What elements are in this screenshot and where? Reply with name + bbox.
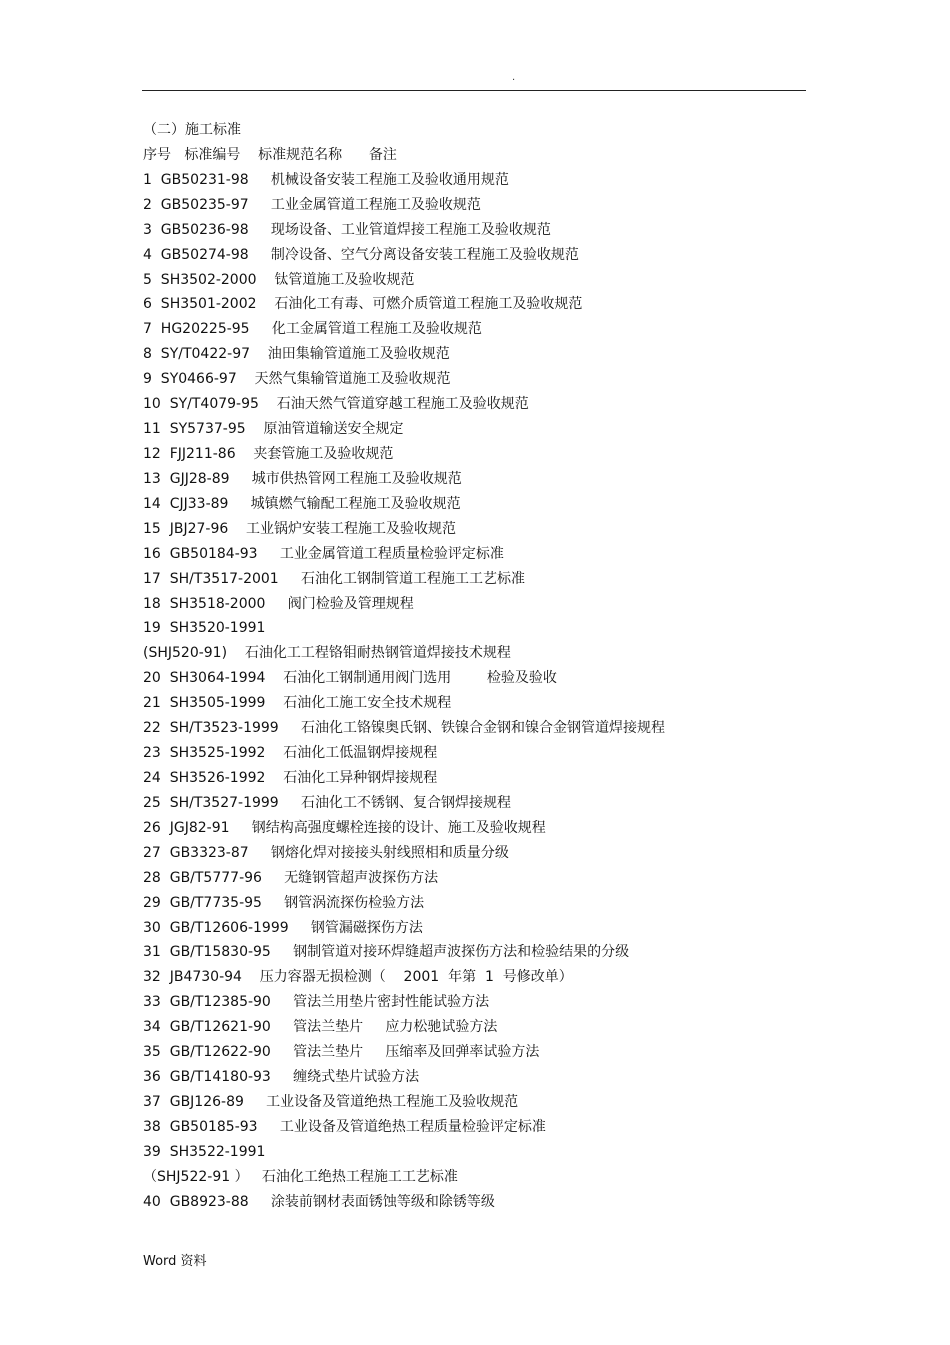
list-item: 37 GBJ126-89 工业设备及管道绝热工程施工及验收规范: [143, 1093, 519, 1110]
list-item: 36 GB/T14180-93 缠绕式垫片试验方法: [143, 1069, 420, 1086]
header-dot: .: [512, 72, 516, 83]
section-title: （二）施工标准: [143, 122, 241, 138]
list-item: 5 SH3502-2000 钛管道施工及验收规范: [143, 271, 415, 288]
list-item: 8 SY/T0422-97 油田集输管道施工及验收规范: [143, 346, 450, 363]
column-header: 序号 标准编号 标准规范名称 备注: [143, 146, 397, 163]
list-item: 40 GB8923-88 涂装前钢材表面锈蚀等级和除锈等级: [143, 1193, 495, 1210]
list-item: 22 SH/T3523-1999 石油化工铬镍奥氏钢、铁镍合金钢和镍合金钢管道焊接规程: [143, 720, 665, 737]
list-item: 10 SY/T4079-95 石油天然气管道穿越工程施工及验收规范: [143, 396, 529, 413]
list-item: 27 GB3323-87 钢熔化焊对接接头射线照相和质量分级: [143, 844, 509, 861]
list-item: 39 SH3522-1991: [143, 1143, 266, 1160]
list-item: 34 GB/T12621-90 管法兰垫片 应力松驰试验方法: [143, 1019, 498, 1036]
list-item: 25 SH/T3527-1999 石油化工不锈钢、复合钢焊接规程: [143, 794, 511, 811]
list-item: 35 GB/T12622-90 管法兰垫片 压缩率及回弹率试验方法: [143, 1044, 540, 1061]
list-item: 1 GB50231-98 机械设备安装工程施工及验收通用规范: [143, 171, 509, 188]
list-item: 13 GJJ28-89 城市供热管网工程施工及验收规范: [143, 470, 462, 487]
list-item: 28 GB/T5777-96 无缝钢管超声波探伤方法: [143, 869, 439, 886]
list-item: 30 GB/T12606-1999 钢管漏磁探伤方法: [143, 919, 423, 936]
list-item: 38 GB50185-93 工业设备及管道绝热工程质量检验评定标准: [143, 1118, 546, 1135]
list-item: 29 GB/T7735-95 钢管涡流探伤检验方法: [143, 894, 425, 911]
list-item: 2 GB50235-97 工业金属管道工程施工及验收规范: [143, 196, 481, 213]
list-item: 24 SH3526-1992 石油化工异种钢焊接规程: [143, 769, 438, 786]
list-item: 7 HG20225-95 化工金属管道工程施工及验收规范: [143, 321, 482, 338]
list-item: 17 SH/T3517-2001 石油化工钢制管道工程施工工艺标准: [143, 570, 525, 587]
list-item: 20 SH3064-1994 石油化工钢制通用阀门选用 检验及验收: [143, 670, 557, 687]
list-item: 6 SH3501-2002 石油化工有毒、可燃介质管道工程施工及验收规范: [143, 296, 583, 313]
list-item: 12 FJJ211-86 夹套管施工及验收规范: [143, 445, 394, 462]
list-item: 11 SY5737-95 原油管道输送安全规定: [143, 421, 404, 438]
list-item: 21 SH3505-1999 石油化工施工安全技术规程: [143, 695, 452, 712]
standards-list: [143, 168, 823, 1215]
list-item: (SHJ520-91) 石油化工工程铬钼耐热钢管道焊接技术规程: [143, 645, 511, 662]
list-item: 23 SH3525-1992 石油化工低温钢焊接规程: [143, 745, 438, 762]
document-body: [143, 118, 823, 1215]
list-item: 31 GB/T15830-95 钢制管道对接环焊缝超声波探伤方法和检验结果的分级: [143, 944, 630, 961]
list-item: 4 GB50274-98 制冷设备、空气分离设备安装工程施工及验收规范: [143, 246, 579, 263]
header-rule: [142, 90, 806, 91]
list-item: 16 GB50184-93 工业金属管道工程质量检验评定标准: [143, 545, 504, 562]
list-item: 15 JBJ27-96 工业锅炉安装工程施工及验收规范: [143, 520, 457, 537]
list-item: 18 SH3518-2000 阀门检验及管理规程: [143, 595, 414, 612]
page-footer: Word 资料: [143, 1254, 207, 1269]
list-item: 33 GB/T12385-90 管法兰用垫片密封性能试验方法: [143, 994, 490, 1011]
list-item: 3 GB50236-98 现场设备、工业管道焊接工程施工及验收规范: [143, 221, 551, 238]
list-item: 32 JB4730-94 压力容器无损检测（ 2001 年第 1 号修改单）: [143, 969, 573, 986]
list-item: （SHJ522-91 ） 石油化工绝热工程施工工艺标准: [143, 1168, 458, 1185]
list-item: 14 CJJ33-89 城镇燃气输配工程施工及验收规范: [143, 495, 461, 512]
list-item: 19 SH3520-1991: [143, 620, 266, 637]
list-item: 9 SY0466-97 天然气集输管道施工及验收规范: [143, 371, 451, 388]
list-item: 26 JGJ82-91 钢结构高强度螺栓连接的设计、施工及验收规程: [143, 819, 546, 836]
